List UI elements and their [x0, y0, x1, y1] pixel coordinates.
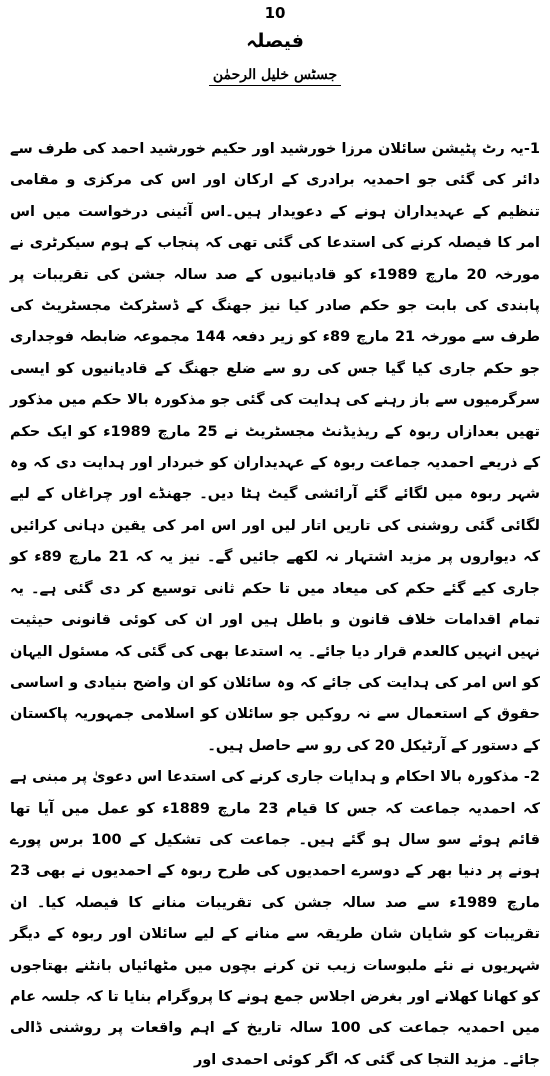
page-title: فیصلہ	[246, 30, 304, 52]
page-number: 10	[264, 4, 286, 22]
document-body	[10, 134, 540, 1076]
author-name: جسٹس خلیل الرحمٰن	[209, 67, 341, 86]
paragraph-2: 2- مذکورہ بالا احکام و ہدایات جاری کرنے کی استدعا اس دعویٰ پر مبنی ہے کہ احمدیہ جماعت کہ جس کا قیام 23 مارچ 1889ء کو عمل میں آیا تھا قائم ہوئے سو سال ہو گئے ہیں۔ جماعت کی تشکیل کے 100 برس پورے ہونے پر دنیا بھر کے دوسرے احمدیوں کی طرح ربوہ کے احمدیوں نے بھی 23 مارچ 1989ء سے صد سالہ جشن کی تقریبات منانے کا فیصلہ کیا۔ ان تقریبات کو شایان شان طریقہ سے منانے کے لیے سائلان اور ربوہ کے دیگر شہریوں نے نئے ملبوسات زیب تن کرنے بچوں میں مٹھائیاں بانٹنے بھتاجوں کو کھانا کھلانے اور بغرض اجلاس جمع ہونے کا پروگرام بنایا تا کہ جلسہ عام میں احمدیہ جماعت کی 100 سالہ تاریخ کے اہم واقعات پر روشنی ڈالی جائے۔ مزید التجا کی گئی کہ اگر کوئی احمدی اور	[10, 769, 540, 1068]
author-line	[0, 64, 550, 86]
paragraph-1: 1-یہ رٹ پٹیشن سائلان مرزا خورشید اور حکیم خورشید احمد کی طرف سے دائر کی گئی جو احمدیہ برادری کے ارکان اور اس کی مرکزی و مقامی تنظیم کے عہدیداران ہونے کے دعویدار ہیں۔اس آئینی درخواست میں اس امر کا فیصلہ کرنے کی استدعا کی گئی تھی کہ پنجاب کے ہوم سیکرٹری نے مورخہ 20 مارچ 1989ء کو قادیانیوں کے صد سالہ جشن کی تقریبات پر پابندی کی بابت جو حکم صادر کیا نیز جھنگ کے ڈسٹرکٹ مجسٹریٹ کی طرف سے مورخہ 21 مارچ 89ء کو زیر دفعہ 144 مجموعہ ضابطہ فوجداری جو حکم جاری کیا گیا جس کی رو سے ضلع جھنگ کے قادیانیوں کو ایسی سرگرمیوں سے باز رہنے کی ہدایت کی گئی جو مذکورہ بالا حکم میں مذکور تھیں بعدازاں ربوہ کے ریذیڈنٹ مجسٹریٹ نے 25 مارچ 1989ء کو ایک حکم کے ذریعے احمدیہ جماعت ربوہ کے عہدیداران کو خبردار اور ہدایت دی کہ وہ شہر ربوہ میں لگائے گئے آرائشی گیٹ ہٹا دیں۔ جھنڈے اور چراغاں کے لیے لگائی گئی روشنی کی تاریں اتار لیں اور اس امر کی یقین دہانی کرائیں کہ دیواروں پر مزید اشتہار نہ لکھے جائیں گے۔ نیز یہ کہ 21 مارچ 89ء کو جاری کیے گئے حکم کی میعاد میں تا حکم ثانی توسیع کر دی گئی ہے۔ یہ تمام اقدامات خلاف قانون و باطل ہیں اور ان کی کوئی قانونی حیثیت نہیں انہیں کالعدم قرار دیا جائے۔ یہ استدعا بھی کی گئی کہ مسئول الیہان کو اس امر کی ہدایت کی جائے کہ وہ سائلان کو ان واضح بنیادی و اساسی حقوق کے استعمال سے نہ روکیں جو سائلان کو اسلامی جمہوریہ پاکستان کے دستور کے آرٹیکل 20 کی رو سے حاصل ہیں۔	[10, 141, 541, 754]
